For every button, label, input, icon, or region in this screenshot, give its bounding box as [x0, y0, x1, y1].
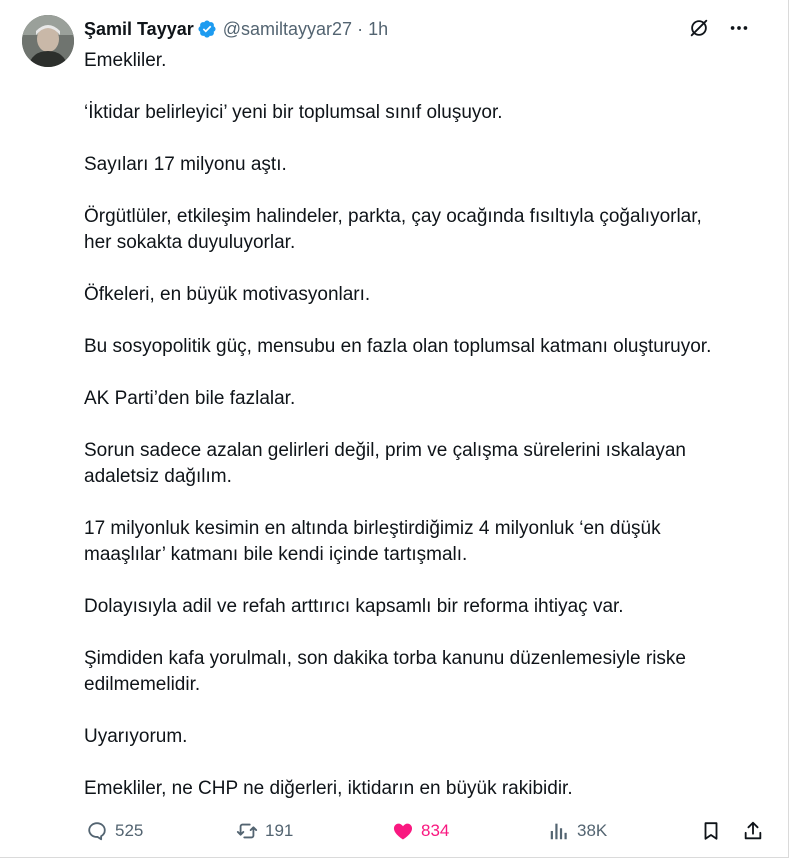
tweet-paragraph: Dolayısıyla adil ve refah arttırıcı kapsamlı bir reforma ihtiyaç var. — [84, 596, 624, 617]
tweet-paragraph: Örgütlüler, etkileşim halindeler, parkta, çay ocağında fısıltıyla çoğalıyorlar, her sokakta duyuluyorlar. — [84, 206, 702, 253]
tweet-paragraph: ‘İktidar belirleyici’ yeni bir toplumsal sınıf oluşuyor. — [84, 102, 503, 123]
share-button[interactable] — [742, 820, 764, 842]
repost-count: 191 — [265, 821, 294, 840]
views-icon — [548, 820, 570, 842]
tweet-paragraph: AK Parti’den bile fazlalar. — [84, 388, 296, 409]
tweet-paragraph: 17 milyonluk kesimin en altında birleştirdiğimiz 4 milyonluk ‘en düşük maaşlılar’ katmanı bile kendi içinde tartışmalı. — [84, 518, 661, 565]
bookmark-button[interactable] — [700, 820, 722, 842]
more-icon[interactable] — [728, 17, 750, 39]
tweet-paragraph: Sorun sadece azalan gelirleri değil, prim ve çalışma sürelerini ıskalayan adaletsiz dağılım. — [84, 440, 686, 487]
tweet-paragraph: Uyarıyorum. — [84, 726, 188, 747]
reply-count: 525 — [115, 821, 144, 840]
repost-icon — [236, 820, 258, 842]
share-icon — [742, 820, 764, 842]
author-name[interactable]: Şamil Tayyar — [84, 18, 194, 39]
like-button[interactable] — [392, 820, 449, 842]
reply-button[interactable] — [86, 820, 143, 842]
grok-icon[interactable] — [688, 17, 710, 39]
like-icon — [392, 820, 414, 842]
tweet-header — [84, 17, 388, 41]
repost-button[interactable] — [236, 820, 293, 842]
tweet-paragraph: Emekliler, ne CHP ne diğerleri, iktidarın en büyük rakibidir. — [84, 778, 573, 799]
tweet-paragraph: Şimdiden kafa yorulmalı, son dakika torba kanunu düzenlemesiyle riske edilmemelidir. — [84, 648, 686, 695]
timestamp[interactable]: 1h — [368, 18, 389, 39]
tweet-paragraph: Öfkeleri, en büyük motivasyonları. — [84, 284, 371, 305]
tweet-paragraph: Sayıları 17 milyonu aştı. — [84, 154, 287, 175]
author-handle[interactable]: @samiltayyar27 — [222, 18, 353, 39]
separator-dot: · — [357, 18, 364, 39]
tweet-text — [84, 48, 774, 828]
action-bar — [0, 820, 789, 848]
tweet-top-icons — [688, 17, 750, 39]
views-button[interactable] — [548, 820, 607, 842]
tweet-paragraph: Emekliler. — [84, 50, 167, 71]
verified-badge-icon — [197, 19, 217, 39]
bookmark-icon — [700, 820, 722, 842]
avatar[interactable] — [22, 15, 74, 67]
views-count: 38K — [577, 821, 608, 840]
like-count: 834 — [421, 821, 450, 840]
tweet-paragraph: Bu sosyopolitik güç, mensubu en fazla olan toplumsal katmanı oluşturuyor. — [84, 336, 712, 357]
reply-icon — [86, 820, 108, 842]
